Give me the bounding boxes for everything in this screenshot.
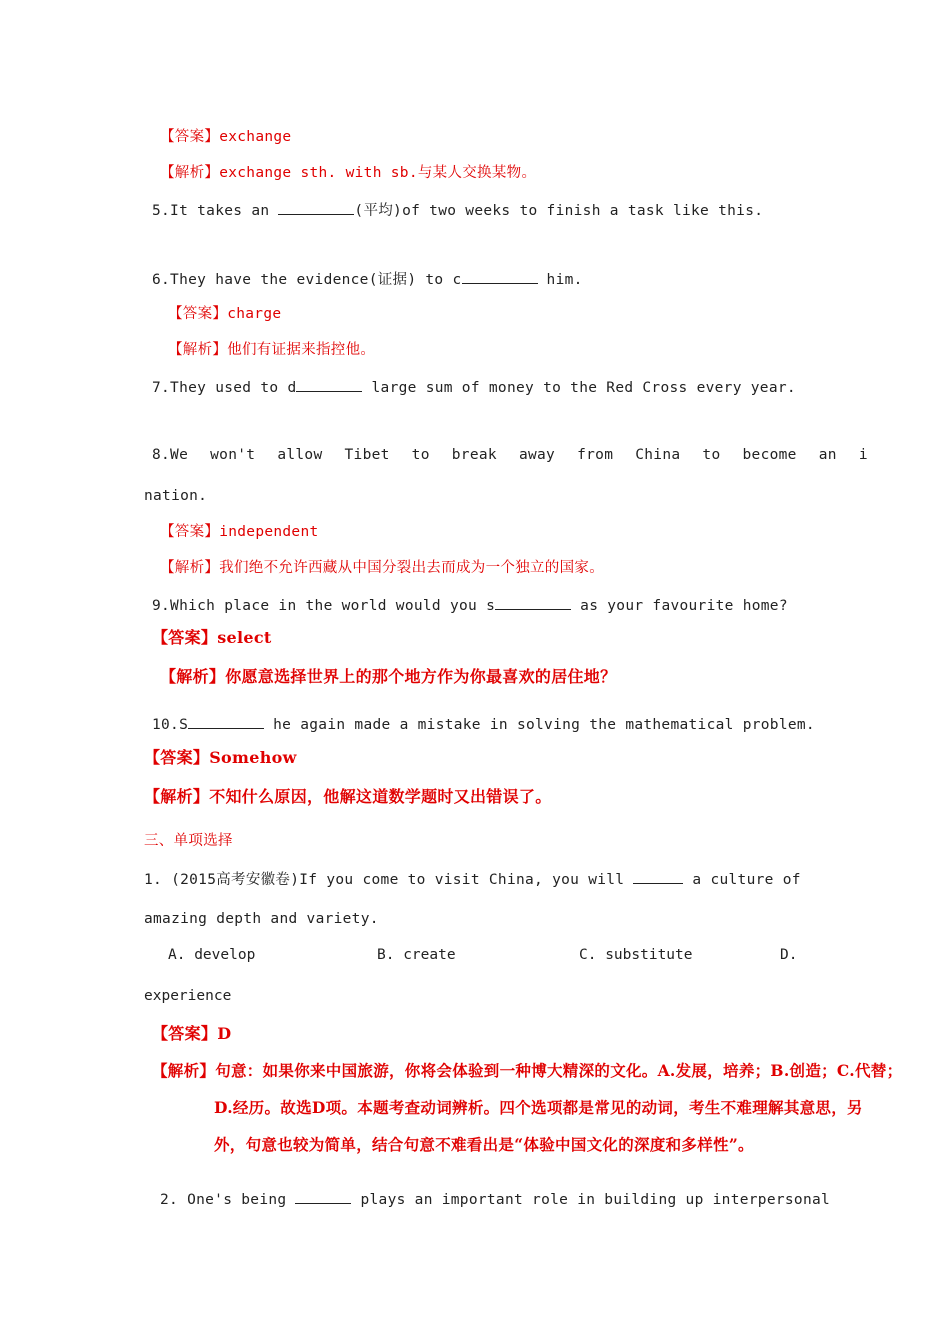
q6-answer: 【答案】charge [168, 306, 282, 322]
mc-question-1-text-a: 1. (2015高考安徽卷)If you come to visit China, you will [144, 872, 634, 888]
question-7-text-a: 7.They used to d [152, 380, 297, 396]
option-c[interactable]: C. substitute [579, 947, 693, 963]
answer-blank[interactable] [495, 594, 571, 610]
question-6-text-b: him. [537, 272, 583, 288]
question-7 [152, 376, 796, 398]
section-title: 三、单项选择 [144, 833, 233, 849]
answer-blank[interactable] [188, 713, 264, 729]
mc-question-1-text-b: a culture of [683, 872, 801, 888]
question-5-text-b: (平均)of two weeks to finish a task like this. [354, 203, 764, 219]
question-7-text-b: large sum of money to the Red Cross every year. [362, 380, 796, 396]
question-6-text-a: 6.They have the evidence(证据) to c [152, 272, 462, 288]
question-8-line-1: 8.We won't allow Tibet to break away from China to become an i [152, 447, 868, 463]
question-10-text-b: he again made a mistake in solving the mathematical problem. [264, 717, 815, 733]
mc-question-2-text-a: 2. One's being [160, 1192, 296, 1208]
q6-analysis: 【解析】他们有证据来指控他。 [168, 342, 376, 358]
mc1-analysis-line-1: 【解析】句意：如果你来中国旅游，你将会体验到一种博大精深的文化。A.发展，培养；B.创造；C.代替； [152, 1061, 903, 1080]
answer-blank[interactable] [295, 1188, 351, 1204]
question-10 [152, 713, 815, 735]
mc-question-2 [160, 1188, 830, 1210]
question-9-text-a: 9.Which place in the world would you s [152, 598, 496, 614]
question-9 [152, 594, 788, 616]
answer-blank[interactable] [278, 199, 354, 215]
q4-analysis: 【解析】exchange sth. with sb.与某人交换某物。 [160, 165, 537, 181]
question-5 [152, 199, 763, 221]
question-5-text-a: 5.It takes an [152, 203, 279, 219]
q10-analysis: 【解析】不知什么原因，他解这道数学题时又出错误了。 [144, 787, 552, 806]
option-a[interactable]: A. develop [168, 947, 256, 963]
answer-blank[interactable] [633, 868, 683, 884]
question-8-line-2: nation. [144, 488, 208, 504]
q8-analysis: 【解析】我们绝不允许西藏从中国分裂出去而成为一个独立的国家。 [160, 560, 604, 576]
q10-answer: 【答案】Somehow [144, 748, 297, 767]
question-10-text-a: 10.S [152, 717, 189, 733]
option-b[interactable]: B. create [377, 947, 456, 963]
question-9-text-b: as your favourite home? [571, 598, 788, 614]
mc-question-1-line-2: amazing depth and variety. [144, 911, 379, 927]
q9-analysis: 【解析】你愿意选择世界上的那个地方作为你最喜欢的居住地？ [160, 667, 617, 686]
q8-answer: 【答案】independent [160, 524, 319, 540]
option-d[interactable]: D. [780, 947, 798, 963]
question-6 [152, 268, 583, 290]
answer-blank[interactable] [462, 268, 538, 284]
mc1-analysis-line-2: D.经历。故选D项。本题考查动词辨析。四个选项都是常见的动词，考生不难理解其意思，另 [214, 1098, 863, 1117]
q4-answer: 【答案】exchange [160, 129, 292, 145]
mc1-answer: 【答案】D [152, 1024, 232, 1043]
mc-question-2-text-b: plays an important role in building up interpersonal [351, 1192, 831, 1208]
q9-answer: 【答案】select [152, 628, 272, 647]
answer-blank[interactable] [296, 376, 362, 392]
option-d-text[interactable]: experience [144, 988, 232, 1004]
mc-question-1 [144, 868, 801, 890]
mc1-analysis-line-3: 外，句意也较为简单，结合句意不难看出是“体验中国文化的深度和多样性”。 [214, 1135, 754, 1154]
